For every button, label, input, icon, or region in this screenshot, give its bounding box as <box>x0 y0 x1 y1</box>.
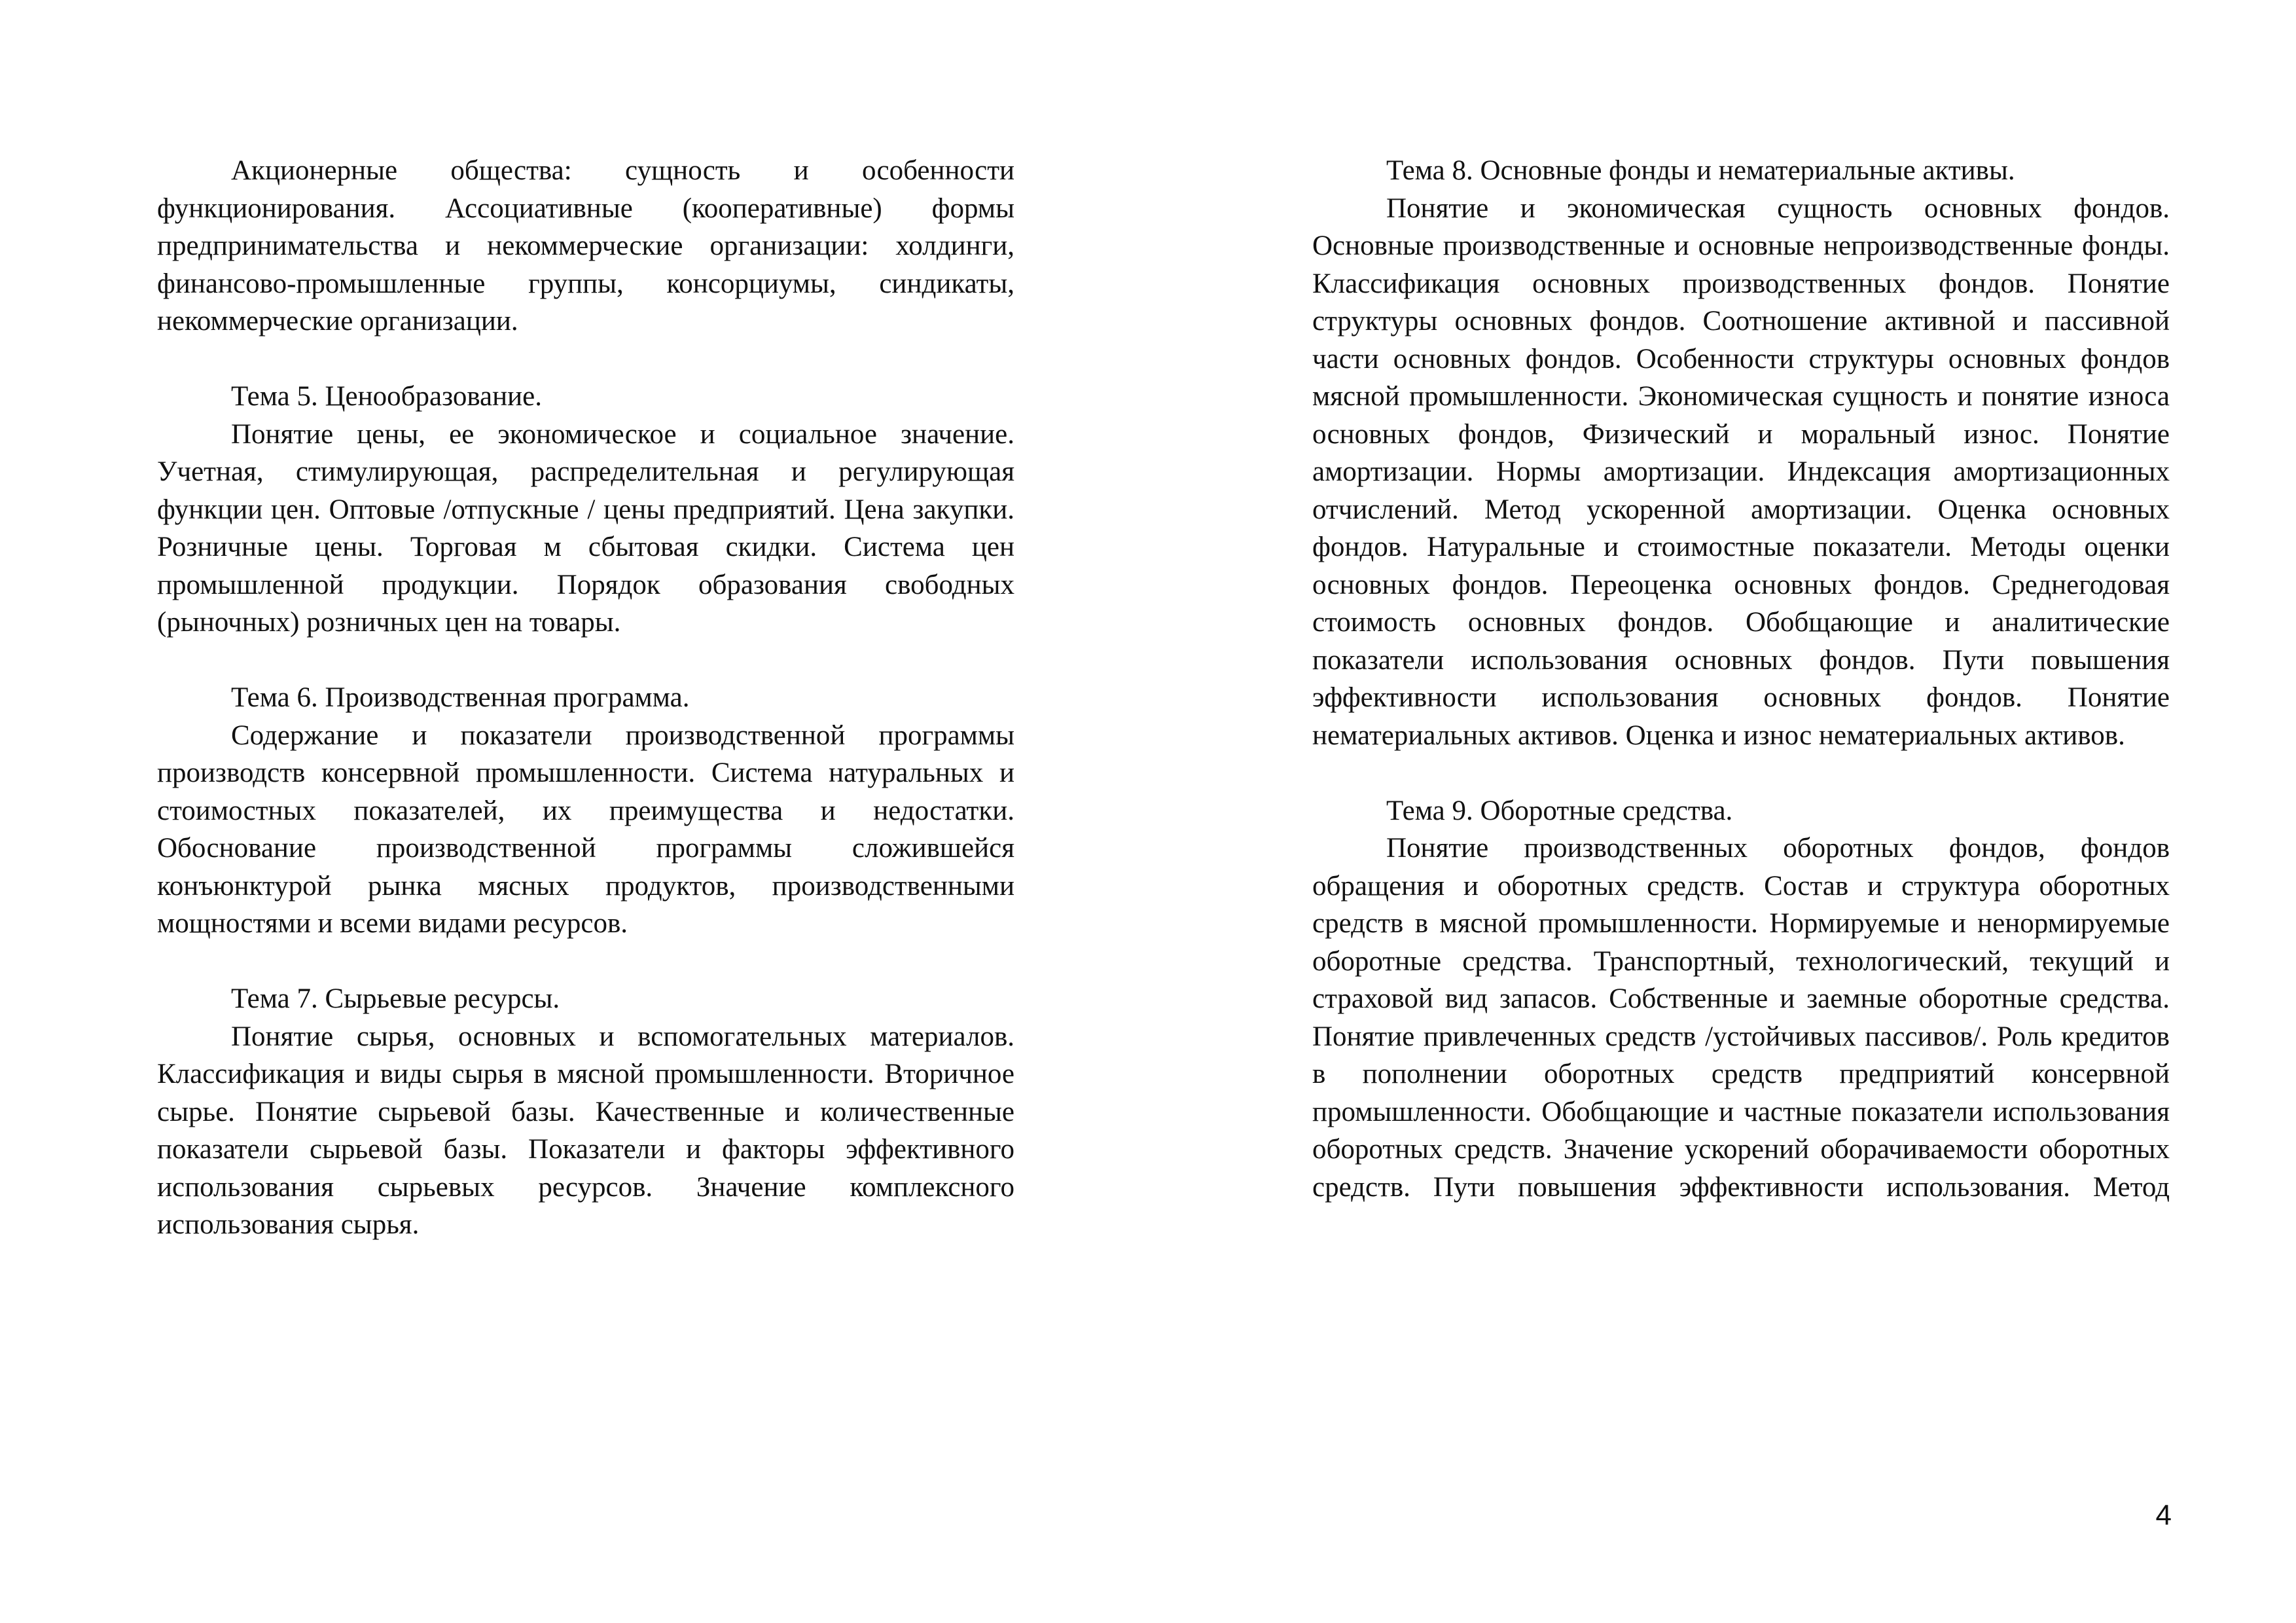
topic-8-body: Понятие и экономическая сущность основных фондов. Основные производственные и основные непроизводственные фонды. Классификация основных производственных фондов. Понятие структуры основных фондов. Соотношение активной и пассивной части основных фондов. Особенности структуры основных фондов мясной промышленности. Экономическая сущность и понятие износа основных фондов, Физический и моральный износ. Понятие амортизации. Нормы амортизации. Индексация амортизационных отчислений. Метод ускоренной амортизации. Оценка основных фондов. Натуральные и стоимостные показатели. Методы оценки основных фондов. Переоценка основных фондов. Среднегодовая стоимость основных фондов. Обобщающие и аналитические показатели использования основных фондов. Пути повышения эффективности использования основных фондов. Понятие нематериальных активов. Оценка и износ нематериальных активов. <box>1312 192 2170 751</box>
topic-5-body: Понятие цены, ее экономическое и социальное значение. Учетная, стимулирующая, распределительная и регулирующая функции цен. Оптовые /отпускные / цены предприятий. Цена закупки. Розничные цены. Торговая м сбытовая скидки. Система цен промышленной продукции. Порядок образования свободных (рыночных) розничных цен на товары. <box>157 418 1014 638</box>
spacer <box>1312 754 2170 792</box>
topic-6-title: Тема 6. Производственная программа. <box>231 682 690 713</box>
topic-7-title: Тема 7. Сырьевые ресурсы. <box>231 983 560 1014</box>
topic-6-body: Содержание и показатели производственной программы производств консервной промышленности. Система натуральных и стоимостных показателей, их преимущества и недостатки. Обоснование производственной программы сложившейся конъюнктурой рынка мясных продуктов, производственными мощностями и всеми видами ресурсов. <box>157 720 1014 939</box>
topic-5-title: Тема 5. Ценообразование. <box>231 381 542 412</box>
spacer <box>157 340 1014 378</box>
right-column <box>1312 152 2170 1206</box>
topic-9-title: Тема 9. Оборотные средства. <box>1386 795 1733 826</box>
topic-8-title: Тема 8. Основные фонды и нематериальные активы. <box>1386 155 2015 186</box>
topic-9-body: Понятие производственных оборотных фондов, фондов обращения и оборотных средств. Состав и структура оборотных средств в мясной промышленности. Нормируемые и ненормируемые оборотные средства. Транспортный, технологический, текущий и страховой вид запасов. Собственные и заемные оборотные средства. Понятие привлеченных средств /устойчивых пассивов/. Роль кредитов в пополнении оборотных средств предприятий консервной промышленности. Обобщающие и частные показатели использования оборотных средств. Значение ускорений оборачиваемости оборотных средств. Пути повышения эффективности использования. Метод <box>1312 833 2170 1203</box>
left-column <box>157 152 1014 1244</box>
spacer <box>157 642 1014 680</box>
intro-paragraph: Акционерные общества: сущность и особенности функционирования. Ассоциативные (кооперативные) формы предпринимательства и некоммерческие организации: холдинги, финансово-промышленные группы, консорциумы, синдикаты, некоммерческие организации. <box>157 155 1014 337</box>
page-number: 4 <box>2155 1499 2172 1531</box>
spacer <box>157 943 1014 981</box>
topic-7-body: Понятие сырья, основных и вспомогательных материалов. Классификация и виды сырья в мясной промышленности. Вторичное сырье. Понятие сырьевой базы. Качественные и количественные показатели сырьевой базы. Показатели и факторы эффективного использования сырьевых ресурсов. Значение комплексного использования сырья. <box>157 1021 1014 1240</box>
